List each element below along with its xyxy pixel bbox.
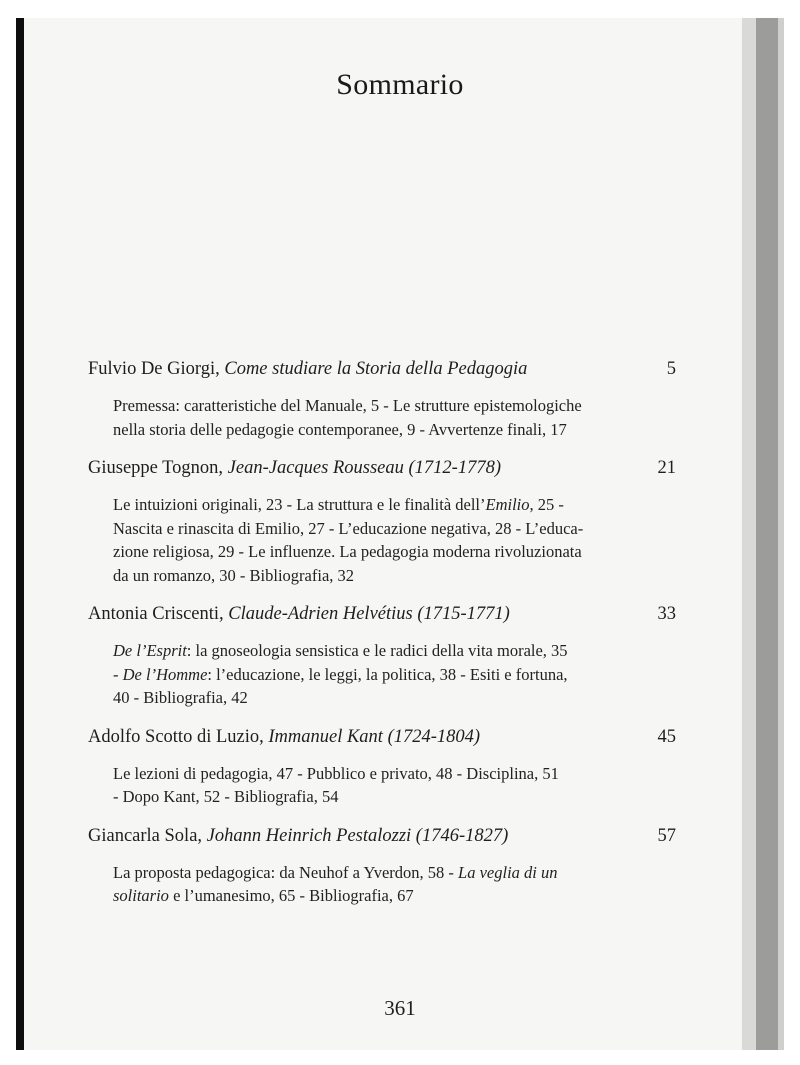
entry-work-title: Johann Heinrich Pestalozzi (1746-1827) xyxy=(206,825,509,846)
toc-entry-heading xyxy=(88,356,676,382)
summary-text: Premessa: caratteristiche del Manuale, 5 - Le strutture epistemologiche xyxy=(113,396,582,415)
italic-title-text: De l’Esprit xyxy=(113,641,187,660)
italic-title-text: solitario xyxy=(113,886,169,905)
toc-entry xyxy=(88,823,676,908)
entry-page-number: 21 xyxy=(657,458,676,478)
summary-text: zione religiosa, 29 - Le influenze. La pedagogia moderna rivoluzionata xyxy=(113,542,582,561)
summary-text: La proposta pedagogica: da Neuhof a Yverdon, 58 - xyxy=(113,862,459,882)
entry-work-title: Immanuel Kant (1724-1804) xyxy=(268,726,481,747)
summary-text: : l’educazione, le leggi, la politica, 38 - Esiti e fortuna, xyxy=(207,664,568,684)
summary-line xyxy=(113,493,672,517)
entry-author: Giuseppe Tognon, xyxy=(88,458,228,478)
toc-entry-title xyxy=(88,356,527,382)
summary-text: - Dopo Kant, 52 - Bibliografia, 54 xyxy=(113,787,339,806)
summary-text: nella storia delle pedagogie contemporanee, 9 - Avvertenze finali, 17 xyxy=(113,419,567,439)
entry-summary xyxy=(88,861,672,908)
page-edge xyxy=(742,18,756,1050)
summary-line xyxy=(113,639,672,663)
toc-entry xyxy=(88,724,676,809)
summary-line xyxy=(113,762,672,786)
table-of-contents xyxy=(88,356,676,922)
toc-entry xyxy=(88,455,676,587)
toc-entry-title xyxy=(88,601,510,627)
summary-text: Le lezioni di pedagogia, 47 - Pubblico e privato, 48 - Disciplina, 51 xyxy=(113,763,559,783)
toc-entry-title xyxy=(88,724,480,750)
summary-text: : la gnoseologia sensistica e le radici della vita morale, 35 xyxy=(186,641,568,660)
entry-author: Adolfo Scotto di Luzio, xyxy=(88,726,269,747)
toc-entry xyxy=(88,356,676,441)
summary-text: Nascita e rinascita di Emilio, 27 - L’educazione negativa, 28 - L’educa- xyxy=(113,518,584,538)
page-edge-shadow xyxy=(756,18,778,1050)
italic-title-text: Emilio xyxy=(485,495,530,514)
toc-entry-heading xyxy=(88,823,676,849)
summary-text: e l’umanesimo, 65 - Bibliografia, 67 xyxy=(168,886,414,905)
summary-line xyxy=(113,884,672,908)
page-title: Sommario xyxy=(336,68,464,101)
page-edge-outer xyxy=(778,18,784,1050)
entry-work-title: Jean-Jacques Rousseau (1712-1778) xyxy=(227,458,501,478)
toc-entry-title xyxy=(88,455,501,481)
summary-line xyxy=(113,517,672,541)
entry-summary xyxy=(88,639,672,710)
toc-entry-title xyxy=(88,823,508,849)
summary-line xyxy=(113,785,672,809)
toc-entry-heading xyxy=(88,724,676,750)
entry-page-number: 57 xyxy=(657,825,676,846)
entry-work-title: Claude-Adrien Helvétius (1715-1771) xyxy=(228,604,510,624)
toc-entry-heading xyxy=(88,601,676,627)
page-number: 361 xyxy=(384,996,416,1020)
entry-page-number: 33 xyxy=(657,604,676,624)
summary-line xyxy=(113,861,672,885)
entry-summary xyxy=(88,762,672,809)
entry-page-number: 5 xyxy=(666,359,676,379)
entry-author: Giancarla Sola, xyxy=(88,825,207,846)
toc-entry xyxy=(88,601,676,710)
summary-text: 40 - Bibliografia, 42 xyxy=(113,688,248,707)
toc-entry-heading xyxy=(88,455,676,481)
summary-line xyxy=(113,686,672,710)
summary-line xyxy=(113,394,672,418)
summary-text: - xyxy=(113,664,123,684)
summary-line xyxy=(113,564,672,588)
entry-summary xyxy=(88,493,672,587)
italic-title-text: La veglia di un xyxy=(458,862,558,882)
entry-summary xyxy=(88,394,672,441)
entry-author: Antonia Criscenti, xyxy=(88,604,229,624)
italic-title-text: De l’Homme xyxy=(122,664,208,684)
book-spine-shadow xyxy=(16,18,24,1050)
summary-line xyxy=(113,418,672,442)
entry-page-number: 45 xyxy=(657,726,676,747)
entry-work-title: Come studiare la Storia della Pedagogia xyxy=(224,359,528,379)
entry-author: Fulvio De Giorgi, xyxy=(88,359,225,379)
summary-line xyxy=(113,540,672,564)
summary-text: Le intuizioni originali, 23 - La struttura e le finalità dell’ xyxy=(113,495,486,514)
summary-text: , 25 - xyxy=(529,495,564,514)
summary-text: da un romanzo, 30 - Bibliografia, 32 xyxy=(113,565,355,585)
summary-line xyxy=(113,663,672,687)
scan-margin xyxy=(0,0,16,1065)
